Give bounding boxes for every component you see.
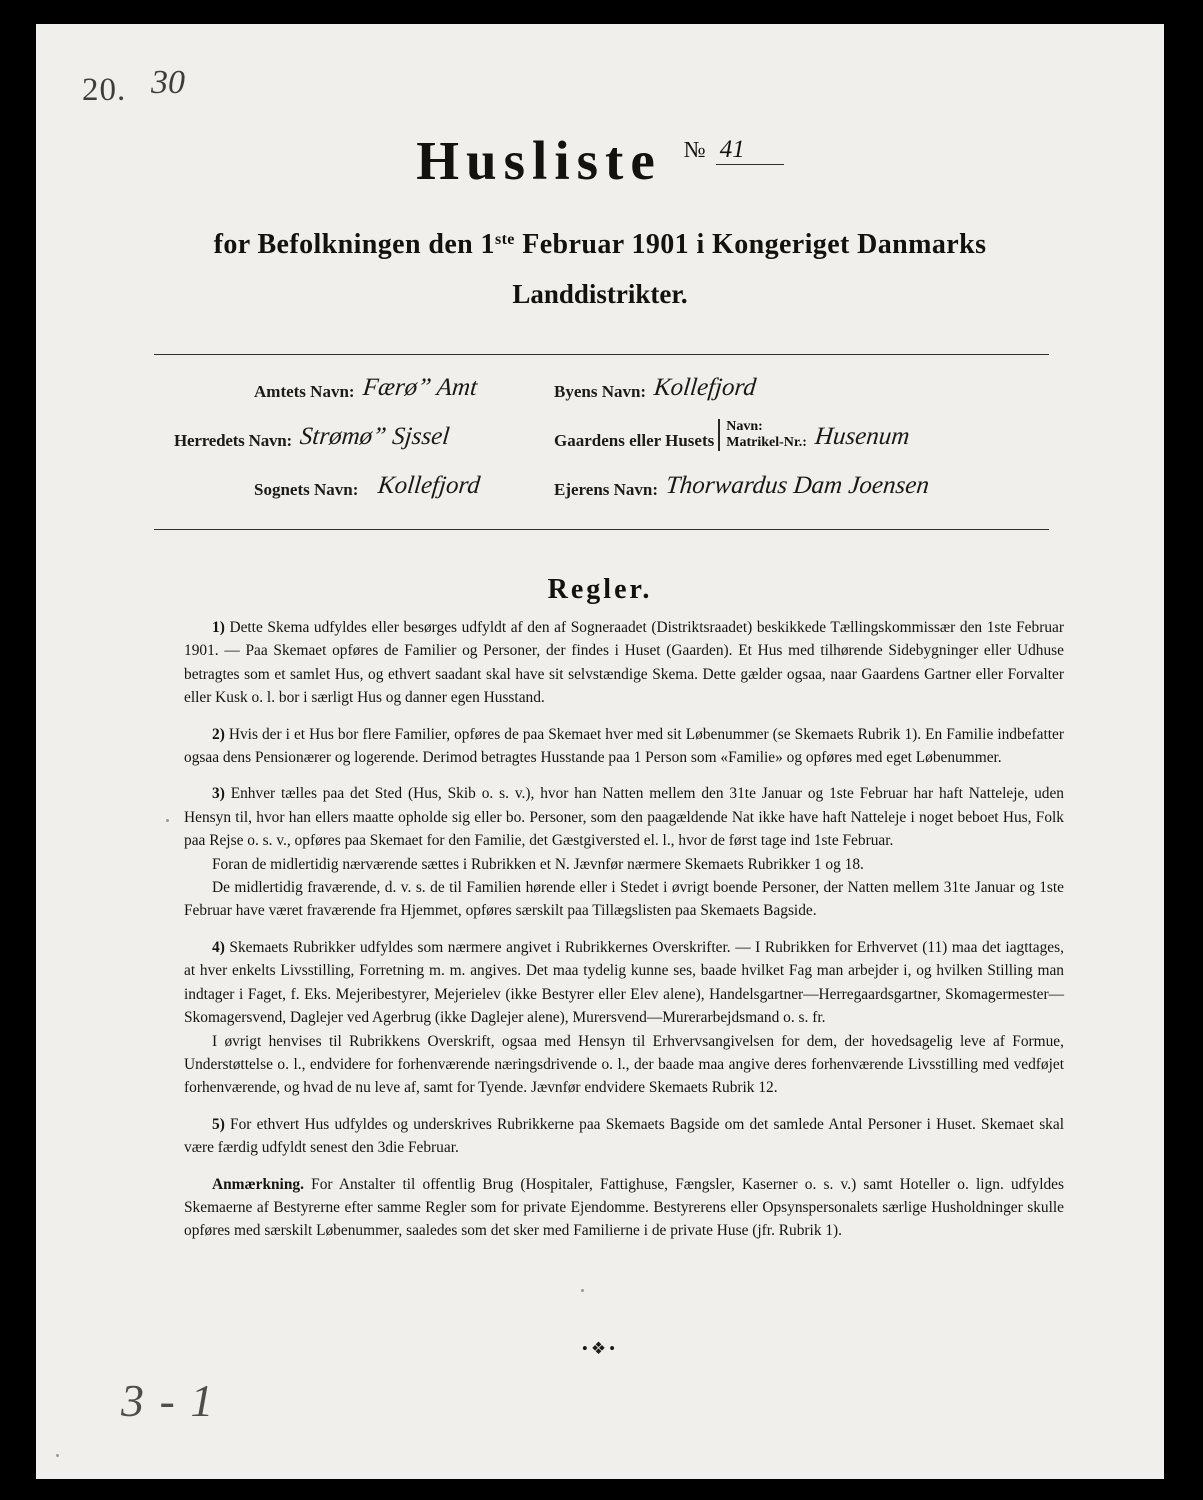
- subtitle-part-b: Februar 1901 i Kongeriget Danmarks: [514, 229, 987, 260]
- rule-number-9: Anmærkning.: [212, 1175, 304, 1193]
- ornament-divider: •❖•: [581, 1339, 619, 1358]
- rules-body: [184, 616, 1064, 1256]
- field-value-herredets-navn: Strømø” Sjssel: [298, 423, 451, 450]
- field-ejerens-navn: [554, 472, 1049, 500]
- form-row-herred-gaard: [154, 418, 1049, 451]
- field-sognets-navn: [154, 472, 554, 500]
- document-title-row: [36, 129, 1164, 192]
- field-value-amtets-navn: Færø” Amt: [361, 374, 479, 401]
- subtitle-superscript: ste: [494, 231, 515, 248]
- rule-number-1: 1): [212, 619, 225, 636]
- form-row-sogn-ejer: [154, 470, 1049, 500]
- rule-paragraph-6: [184, 936, 1064, 1030]
- rule-text-3: Enhver tælles paa det Sted (Hus, Skib o. s. v.), hvor han Natten mellem den 31te Januar og 1ste Februar har haft Natteleje, uden Hensyn til, hvor han ellers maatte opholde sig eller bo. Personer, som den paagældende Nat ikke have haft Natteleje i noget beboet Hus, Folk paa Rejse o. s. v., opføres paa Skemaet for den Familie, det Gæstgiversted el. l., hvor de først tage ind 1ste Februar.: [184, 785, 1064, 850]
- field-value-matrikel-nr: Husenum: [813, 423, 911, 450]
- field-byens-navn: [554, 374, 1049, 402]
- rule-paragraph-7: [184, 1030, 1064, 1100]
- rule-paragraph-9: [184, 1173, 1064, 1243]
- divider-top: [154, 354, 1049, 355]
- census-form-sheet: [36, 24, 1164, 1479]
- rule-text-2: Hvis der i et Hus bor flere Familier, opføres de paa Skemaet hver med sit Løbenummer (se Skemaets Rubrik 1). En Familie indbefatter ogsaa dens Pensionærer og logerende. Derimod betragtes Husstande paa 1 Person som «Familie» og opføres med eget Løbenummer.: [184, 725, 1064, 767]
- field-label-gaardens-eller-husets: Gaardens eller Husets: [554, 431, 715, 450]
- rule-text-6: Skemaets Rubrikker udfyldes som nærmere angivet i Rubrikkernes Overskrifter. — I Rubrikken for Erhvervet (11) maa det iagttages, at hver enkelts Livsstilling, Forretning m. m. angives. Det maa tydelig kunne ses, baade hvilket Fag man arbejder i, og hvilken Stilling man indtager i Faget, f. Eks. Mejeribestyrer, Mejerielev (ikke Bestyrer eller Elev alene), Handelsgartner—Herregaardsgartner, Skomagermester—Skomagersvend, Daglejer ved Agerbrug (ikke Daglejer alene), Murersvend—Murerarbejdsmand o. s. fr.: [184, 938, 1064, 1027]
- rule-paragraph-5: [184, 876, 1064, 923]
- rule-paragraph-8: [184, 1113, 1064, 1160]
- field-label-amtets-navn: Amtets Navn:: [254, 382, 355, 401]
- form-number-value: 41: [716, 136, 784, 165]
- field-label-matrikel-nr: Matrikel-Nr.:: [726, 434, 807, 450]
- scan-speck: [581, 1289, 584, 1292]
- scan-speck: [166, 819, 169, 822]
- rule-paragraph-2: [184, 723, 1064, 770]
- rule-paragraph-1: [184, 616, 1064, 710]
- rule-text-9: For Anstalter til offentlig Brug (Hospitaler, Fattighuse, Fængsler, Kaserner o. s. v.) samt Hoteller o. lign. udfyldes Skemaerne af Bestyrerne efter samme Regler som for private Ejendomme. Bestyrerens eller Opsynspersonalets særlige Husholdninger skulle opføres med særskilt Løbenummer, saaledes som det sker med Familierne i de private Huse (jfr. Rubrik 1).: [184, 1175, 1064, 1240]
- subtitle-part-a: for Befolkningen den 1: [213, 229, 495, 260]
- scan-speck: [56, 1454, 59, 1457]
- rules-heading: Regler.: [547, 574, 653, 605]
- page-title: Husliste: [416, 130, 662, 191]
- form-row-amt-by: [154, 372, 1049, 402]
- field-label-sognets-navn: Sognets Navn:: [254, 480, 359, 499]
- field-label-navn: Navn:: [726, 418, 763, 434]
- rule-paragraph-4: [184, 853, 1064, 876]
- field-value-byens-navn: Kollefjord: [652, 374, 758, 401]
- field-value-sognets-navn: Kollefjord: [377, 472, 482, 499]
- marginalia-top-left-2: 30: [151, 64, 185, 101]
- field-label-byens-navn: Byens Navn:: [554, 382, 647, 401]
- divider-bottom: [154, 529, 1049, 530]
- rule-number-8: 5): [212, 1115, 225, 1133]
- marginalia-top-left-1: 20.: [82, 72, 127, 108]
- form-number-label: №: [683, 137, 706, 162]
- subtitle-line-2: Landdistrikter.: [512, 279, 688, 309]
- rule-text-5: De midlertidig fraværende, d. v. s. de til Familien hørende eller i Stedet i øvrigt boende Personer, der Natten mellem 31te Januar og 1ste Februar have været fraværende fra Hjemmet, opføres særskilt paa Tillægslisten paa Skemaets Bagside.: [184, 879, 1064, 920]
- rule-text-1: Dette Skema udfyldes eller besørges udfyldt af den af Sogneraadet (Distriktsraadet) beskikkede Tællingskommissær den 1ste Februar 1901. — Paa Skemaet opføres de Familier og Personer, der findes i Huset (Gaarden). Et Hus med tilhørende Sidebygninger eller Udhuse betragtes som et samlet Hus, og ethvert saadant skal have sit selvstændige Skema. Dette gælder ogsaa, naar Gaardens Gartner eller Forvalter eller Kusk o. l. bor i særligt Hus og danner egen Husstand.: [184, 619, 1064, 707]
- rule-text-8: For ethvert Hus udfyldes og underskrives Rubrikkerne paa Skemaets Bagside om det samlede Antal Personer i Huset. Skemaet skal være færdig udfyldt senest den 3die Februar.: [184, 1115, 1064, 1157]
- rule-number-2: 2): [212, 725, 225, 743]
- field-value-ejerens-navn: Thorwardus Dam Joensen: [664, 472, 931, 499]
- form-fields: [154, 372, 1049, 519]
- brace-navn-matrikel: [718, 419, 807, 451]
- field-herredets-navn: [154, 423, 554, 451]
- rule-text-7: I øvrigt henvises til Rubrikkens Overskrift, ogsaa med Hensyn til Erhvervsangivelsen for dem, der hovedsagelig leve af Formue, Understøttelse o. l., endvidere for forhenværende næringsdrivende o. l., der baade maa angive deres forhenværende Livsstilling med vedføjet forhenværende, og hvad de nu leve af, samt for Tyende. Jævnfør endvidere Skemaets Rubrik 12.: [184, 1032, 1064, 1097]
- subtitle-line-1: [36, 229, 1164, 261]
- rule-number-6: 4): [212, 938, 225, 956]
- field-gaardens-eller-husets: [554, 419, 1049, 451]
- field-label-ejerens-navn: Ejerens Navn:: [554, 480, 659, 499]
- rule-paragraph-3: [184, 782, 1064, 852]
- field-label-herredets-navn: Herredets Navn:: [174, 431, 293, 450]
- rule-number-3: 3): [212, 785, 225, 803]
- marginalia-bottom-left: 3 - 1: [121, 1375, 216, 1426]
- rule-text-4: Foran de midlertidig nærværende sættes i Rubrikken et N. Jævnfør nærmere Skemaets Rubrikker 1 og 18.: [212, 855, 864, 873]
- field-amtets-navn: [154, 374, 554, 402]
